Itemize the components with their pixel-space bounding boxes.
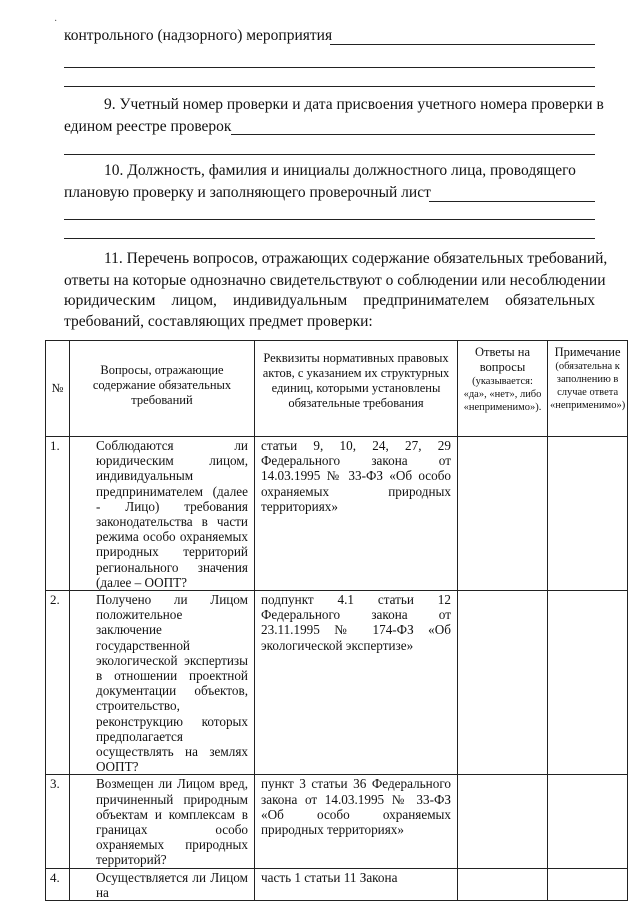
table-row — [46, 868, 628, 900]
requirements-table — [45, 340, 628, 901]
blank-line — [64, 67, 595, 68]
blank-line — [64, 238, 595, 239]
row-answer-cell[interactable] — [458, 775, 548, 868]
row-note-cell[interactable] — [548, 775, 628, 868]
item9-line1: 9. Учетный номер проверки и дата присвоения учетного номера проверки в — [104, 96, 604, 113]
row-answer-cell[interactable] — [458, 437, 548, 591]
item10-line1: 10. Должность, фамилия и инициалы должностного лица, проводящего — [104, 162, 576, 179]
item11-line4: требований, составляющих предмет проверки: — [64, 313, 373, 330]
blank-line — [64, 86, 595, 87]
header-requisites: Реквизиты нормативных правовых актов, с указанием их структурных единиц, которыми установлены обязательные требования — [255, 341, 458, 437]
item10-line2: плановую проверку и заполняющего проверочный лист — [64, 184, 431, 201]
blank-line — [64, 219, 595, 220]
item10-fill-line — [429, 201, 595, 202]
row-answer-cell[interactable] — [458, 591, 548, 775]
row-number: 4. — [46, 868, 70, 900]
row-number: 1. — [46, 437, 70, 591]
row-note-cell[interactable] — [548, 437, 628, 591]
item11-line3: юридическим лицом, индивидуальным предпринимателем обязательных — [64, 292, 595, 309]
header-answers — [458, 341, 548, 437]
header-answers-note: (указывается: «да», «нет», либо «неприменимо»). — [463, 376, 542, 413]
item11-line2: ответы на которые однозначно свидетельствуют о соблюдении или несоблюдении — [64, 272, 606, 289]
row-requisites: статьи 9, 10, 24, 27, 29 Федерального закона от 14.03.1995 № 33-ФЗ «Об особо охраняемых природных территориях» — [255, 437, 458, 591]
item11-line1: 11. Перечень вопросов, отражающих содержание обязательных требований, — [104, 250, 608, 267]
header-number: № — [46, 341, 70, 437]
header-note-note: (обязательна к заполнению в случае ответа «неприменимо») — [550, 361, 626, 411]
control-event-label: контрольного (надзорного) мероприятия — [64, 27, 333, 44]
row-number: 2. — [46, 591, 70, 775]
row-note-cell[interactable] — [548, 591, 628, 775]
item9-line2: едином реестре проверок — [64, 118, 232, 135]
header-note-title: Примечание — [554, 345, 621, 359]
row-question: Возмещен ли Лицом вред, причиненный природным объектам и комплексам в границах особо охраняемых природных территорий? — [70, 775, 255, 868]
table-row — [46, 591, 628, 775]
row-answer-cell[interactable] — [458, 868, 548, 900]
item9-fill-line — [231, 134, 595, 135]
row-requisites: пункт 3 статьи 36 Федерального закона от 14.03.1995 № 33-ФЗ «Об особо охраняемых природных территориях» — [255, 775, 458, 868]
control-event-fill-line — [330, 44, 595, 45]
header-question: Вопросы, отражающие содержание обязательных требований — [70, 341, 255, 437]
table-header-row — [46, 341, 628, 437]
header-note — [548, 341, 628, 437]
row-requisites: подпункт 4.1 статьи 12 Федерального закона от 23.11.1995 № 174-ФЗ «Об экологической экспертизе» — [255, 591, 458, 775]
scan-speck: · — [54, 16, 58, 27]
table-row — [46, 775, 628, 868]
row-requisites: часть 1 статьи 11 Закона — [255, 868, 458, 900]
row-question: Получено ли Лицом положительное заключение государственной экологической экспертизы в отношении проектной документации объектов, строительство, реконструкцию которых предполагается осуществлять на землях ООПТ? — [70, 591, 255, 775]
row-number: 3. — [46, 775, 70, 868]
row-question: Соблюдаются ли юридическим лицом, индивидуальным предпринимателем (далее - Лицо) требования законодательства в части режима особо охраняемых природных территорий регионального значения (далее – ООПТ? — [70, 437, 255, 591]
table-row — [46, 437, 628, 591]
header-answers-title: Ответы на вопросы — [474, 345, 531, 374]
row-note-cell[interactable] — [548, 868, 628, 900]
row-question: Осуществляется ли Лицом на — [70, 868, 255, 900]
blank-line — [64, 154, 595, 155]
